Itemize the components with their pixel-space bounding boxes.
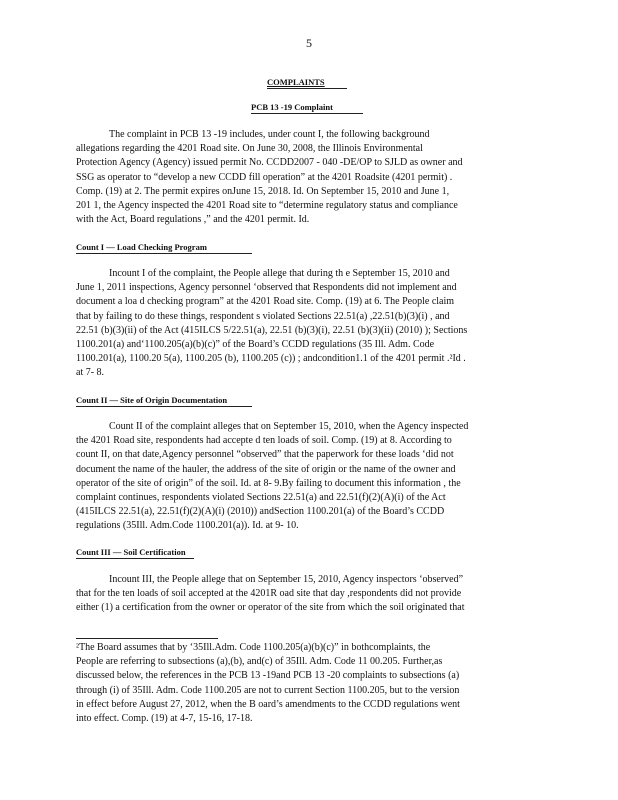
text-line: 1100.201(a) and‘1100.205(a)(b)(c)” of the Board’s CCDD regulations (35 Ill. Adm. Code xyxy=(76,339,435,351)
text-line: 201 1, the Agency inspected the 4201 Road site to “determine regulatory status and compliance xyxy=(76,200,458,212)
count2-paragraph xyxy=(76,420,528,534)
text-line: Count II of the complaint alleges that on September 15, 2010, when the Agency inspected xyxy=(109,421,469,432)
text-line: ²The Board assumes that by ‘35Ill.Adm. Code 1100.205(a)(b)(c)” in bothcomplaints, the xyxy=(76,642,431,653)
text-line: allegations regarding the 4201 Road site. On June 30, 2008, the Illinois Environmental xyxy=(76,143,423,155)
text-line: into effect. Comp. (19) at 4-7, 15-16, 17-18. xyxy=(76,713,253,725)
text-line: the 4201 Road site, respondents had accepte d ten loads of soil. Comp. (19) at 8. According to xyxy=(76,435,452,447)
text-line: June 1, 2011 inspections, Agency personnel ‘observed that Respondents did not implement and xyxy=(76,282,457,294)
text-line: count II, on that date,Agency personnel “observed” that the paperwork for these loads ‘did not xyxy=(76,449,454,461)
count3-paragraph xyxy=(76,573,528,616)
text-line: discussed below, the references in the PCB 13 -19and PCB 13 -20 complaints to subsections (a) xyxy=(76,670,460,682)
text-line: either (1) a certification from the owner or operator of the site from which the soil originated that xyxy=(76,602,465,614)
text-line: Incount I of the complaint, the People allege that during th e September 15, 2010 and xyxy=(109,268,450,279)
text-line: The complaint in PCB 13 -19 includes, under count I, the following background xyxy=(109,129,430,140)
heading-underline xyxy=(267,88,347,89)
text-line: regulations (35Ill. Adm.Code 1100.201(a)). Id. at 9- 10. xyxy=(76,520,299,532)
count1-underline xyxy=(76,253,252,254)
text-line: Protection Agency (Agency) issued permit No. CCDD2007 - 040 -DE/OP to SJLD as owner and xyxy=(76,157,463,169)
text-line: (415ILCS 22.51(a), 22.51(f)(2)(A)(i) (2010)) andSection 1100.201(a) of the Board’s CCDD xyxy=(76,506,445,518)
text-line: Incount III, the People allege that on September 15, 2010, Agency inspectors ‘observed” xyxy=(109,574,464,585)
footnote-rule xyxy=(76,638,218,639)
text-line: 22.51 (b)(3)(ii) of the Act (415ILCS 5/22.51(a), 22.51 (b)(3)(i), 22.51 (b)(3)(ii) (2010) ); Sections xyxy=(76,324,468,336)
subsection-heading: PCB 13 -19 Complaint xyxy=(251,102,333,112)
text-line: through (i) of 35Ill. Adm. Code 1100.205 are not to current Section 1100.205, but to the version xyxy=(76,684,460,696)
text-line: Comp. (19) at 2. The permit expires onJune 15, 2018. Id. On September 15, 2010 and June 1, xyxy=(76,185,450,197)
count2-heading: Count II — Site of Origin Documentation xyxy=(76,395,228,405)
count3-underline xyxy=(76,558,194,559)
text-line: at 7- 8. xyxy=(76,367,105,379)
footnote xyxy=(76,641,528,726)
count2-underline xyxy=(76,406,252,407)
text-line: complaint continues, respondents violated Sections 22.51(a) and 22.51(f)(2)(A)(i) of the Act xyxy=(76,492,446,504)
text-line: with the Act, Board regulations ,” and the 4201 permit. Id. xyxy=(76,214,310,226)
intro-paragraph xyxy=(76,128,528,227)
count1-heading: Count I — Load Checking Program xyxy=(76,242,207,252)
count1-paragraph xyxy=(76,267,528,381)
text-line: document a loa d checking program” at the 4201 Road site. Comp. (19) at 6. The People claim xyxy=(76,296,455,308)
text-line: 1100.201(a), 1100.20 5(a), 1100.205 (b), 1100.205 (c)) ; andcondition1.1 of the 4201 permit .²Id . xyxy=(76,353,466,365)
page-number: 5 xyxy=(306,36,312,50)
subheading-underline xyxy=(251,113,363,114)
text-line: document the name of the hauler, the address of the site of origin or the name of the owner and xyxy=(76,463,456,475)
count3-heading: Count III — Soil Certification xyxy=(76,547,186,557)
text-line: that for the ten loads of soil accepted at the 4201R oad site that day ,respondents did not provide xyxy=(76,588,462,600)
text-line: People are referring to subsections (a),(b), and(c) of 35Ill. Adm. Code 11 00.205. Further,as xyxy=(76,656,443,668)
section-heading: COMPLAINTS xyxy=(267,77,325,87)
text-line: operator of the site of origin” of the soil. Id. at 8- 9.By failing to document this information , the xyxy=(76,477,461,489)
text-line: in effect before August 27, 2012, when the B oard’s amendments to the CCDD regulations went xyxy=(76,698,460,710)
text-line: SSG as operator to “develop a new CCDD fill operation” at the 4201 Roadsite (4201 permit) . xyxy=(76,171,453,183)
text-line: that by failing to do these things, respondent s violated Sections 22.51(a) ,22.51(b)(3)(i) , and xyxy=(76,310,450,322)
